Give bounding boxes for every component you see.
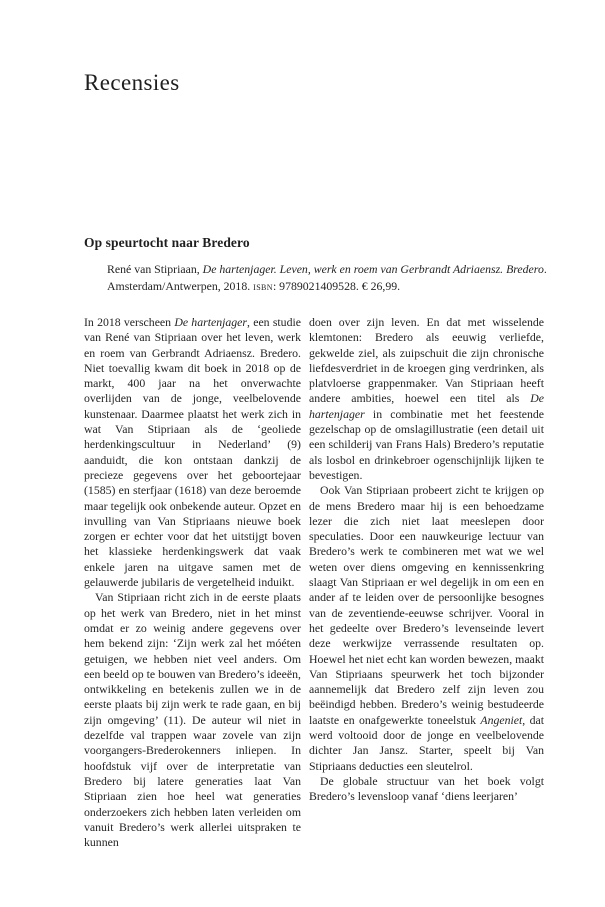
text-run: . Amsterdam/Antwerpen, 2018. [107, 262, 547, 293]
review-heading: Op speurtocht naar Bredero [84, 235, 250, 250]
text-run: , dat werd voltooid door de jonge en veelbelovende dichter Jan Jansz. Starter, speelt bij Van Stipriaans deducties een sleutelrol. [309, 712, 545, 773]
italic-text: Angeniet [480, 712, 523, 727]
text-run: : 9789021409528. € 26,99. [272, 279, 401, 293]
text-run: in combinatie met het feestende gezelschap op de omslagillustratie (een detail uit een schilderij van Frans Hals) Bredero’s reputatie als losbol en drinkebroer ogenschijnlijk lijken te bevestigen. [309, 406, 544, 482]
text-run: In 2018 verscheen [84, 315, 175, 329]
italic-text: De hartenjager [174, 315, 248, 329]
page-title: Recensies [84, 70, 180, 95]
two-column-body [84, 315, 544, 850]
book-citation [107, 261, 552, 295]
text-run: , een studie van René van Stipriaan over het leven, werk en roem van Gerbrandt Adriaensz. Bredero. Niet toevallig kwam dit boek in 2018 op de markt, 400 jaar na het onverwachte overlijden van de jonge, veelbelovende kunstenaar. Daarmee plaatst het werk zich in wat Van Stipriaan als de ‘geoliede herdenkingscultuur in Nederland’ (9) aanduidt, die kon ontstaan dankzij de precieze gegevens over het geboortejaar (1585) en sterfjaar (1618) van deze beroemde maar tegelijk ook onbekende auteur. Opzet en invulling van Van Stipriaans nieuwe boek zorgen er echter voor dat het uitstijgt boven het klassieke herdenkingswerk dat vaak enkele jaren na uitgave samen met de gelauwerde jubilaris de vergetelheid induikt. [84, 315, 301, 590]
text-column-right [309, 315, 544, 850]
body-paragraph [309, 315, 544, 483]
italic-text: De hartenjager [309, 391, 544, 421]
text-run: De globale structuur van het boek volgt Bredero’s levensloop vanaf ‘diens leerjaren’ [309, 773, 544, 804]
text-run: René van Stipriaan, [107, 262, 203, 276]
body-paragraph [84, 315, 301, 590]
text-run: doen over zijn leven. En dat met wisselende klemtonen: Bredero als eeuwig verliefde, gekwelde ziel, als zuipschuit die zijn chronische liefdesverdriet in de kroegen ging verdrinken, als platvloerse grappenmaker. Van Stipriaan heeft andere ambities, hoewel een titel als [309, 315, 544, 406]
smallcaps-text: isbn [253, 279, 273, 293]
text-run: Ook Van Stipriaan probeert zicht te krijgen op de mens Bredero maar hij is een behoedzame lezer die zich niet laat meeslepen door speculaties. Door een nauwkeurige lectuur van Bredero’s werk te combineren met wat we wel weten over diens omgeving en kennissenkring slaagt Van Stipriaan er wel degelijk in om een en ander af te leiden over de persoonlijke besognes van de zeventiende-eeuwse schrijver. Vooral in het gedeelte over Bredero’s levenseinde levert deze werkwijze verrassende resultaten op. Hoewel het niet echt kan worden bewezen, maakt Van Stipriaans speurwerk het toch bijzonder aannemelijk dat Bredero zelf zijn leven zou beëindigd hebben. Bredero’s weinig bestudeerde laatste en onafgewerkte toneelstuk [309, 483, 544, 727]
body-paragraph [309, 483, 544, 774]
body-paragraph [84, 590, 301, 850]
text-run: Van Stipriaan richt zich in de eerste plaats op het werk van Bredero, niet in het minst omdat er zo weinig andere gegevens over hem bekend zijn: ‘Zijn werk zal het móéten getuigen, we hebben niet veel anders. Om een beeld op te bouwen van Bredero’s ideeën, ontwikkeling en betekenis zullen we in de eerste plaats bij zijn werk te rade gaan, en bij zijn omgeving’ (11). De auteur wil niet in dezelfde val trappen waar zovele van zijn voorgangers-Brederokenners inliepen. In hoofdstuk vijf over de interpretatie van Bredero bij latere generaties laat Van Stipriaan zien hoe heel wat generaties onderzoekers zich hebben laten verleiden om vanuit Bredero’s werk allerlei uitspraken te kunnen [84, 590, 301, 850]
body-paragraph [309, 774, 544, 805]
text-column-left [84, 315, 301, 850]
italic-text: De hartenjager. Leven, werk en roem van Gerbrandt Adriaensz. Bredero [202, 262, 544, 276]
